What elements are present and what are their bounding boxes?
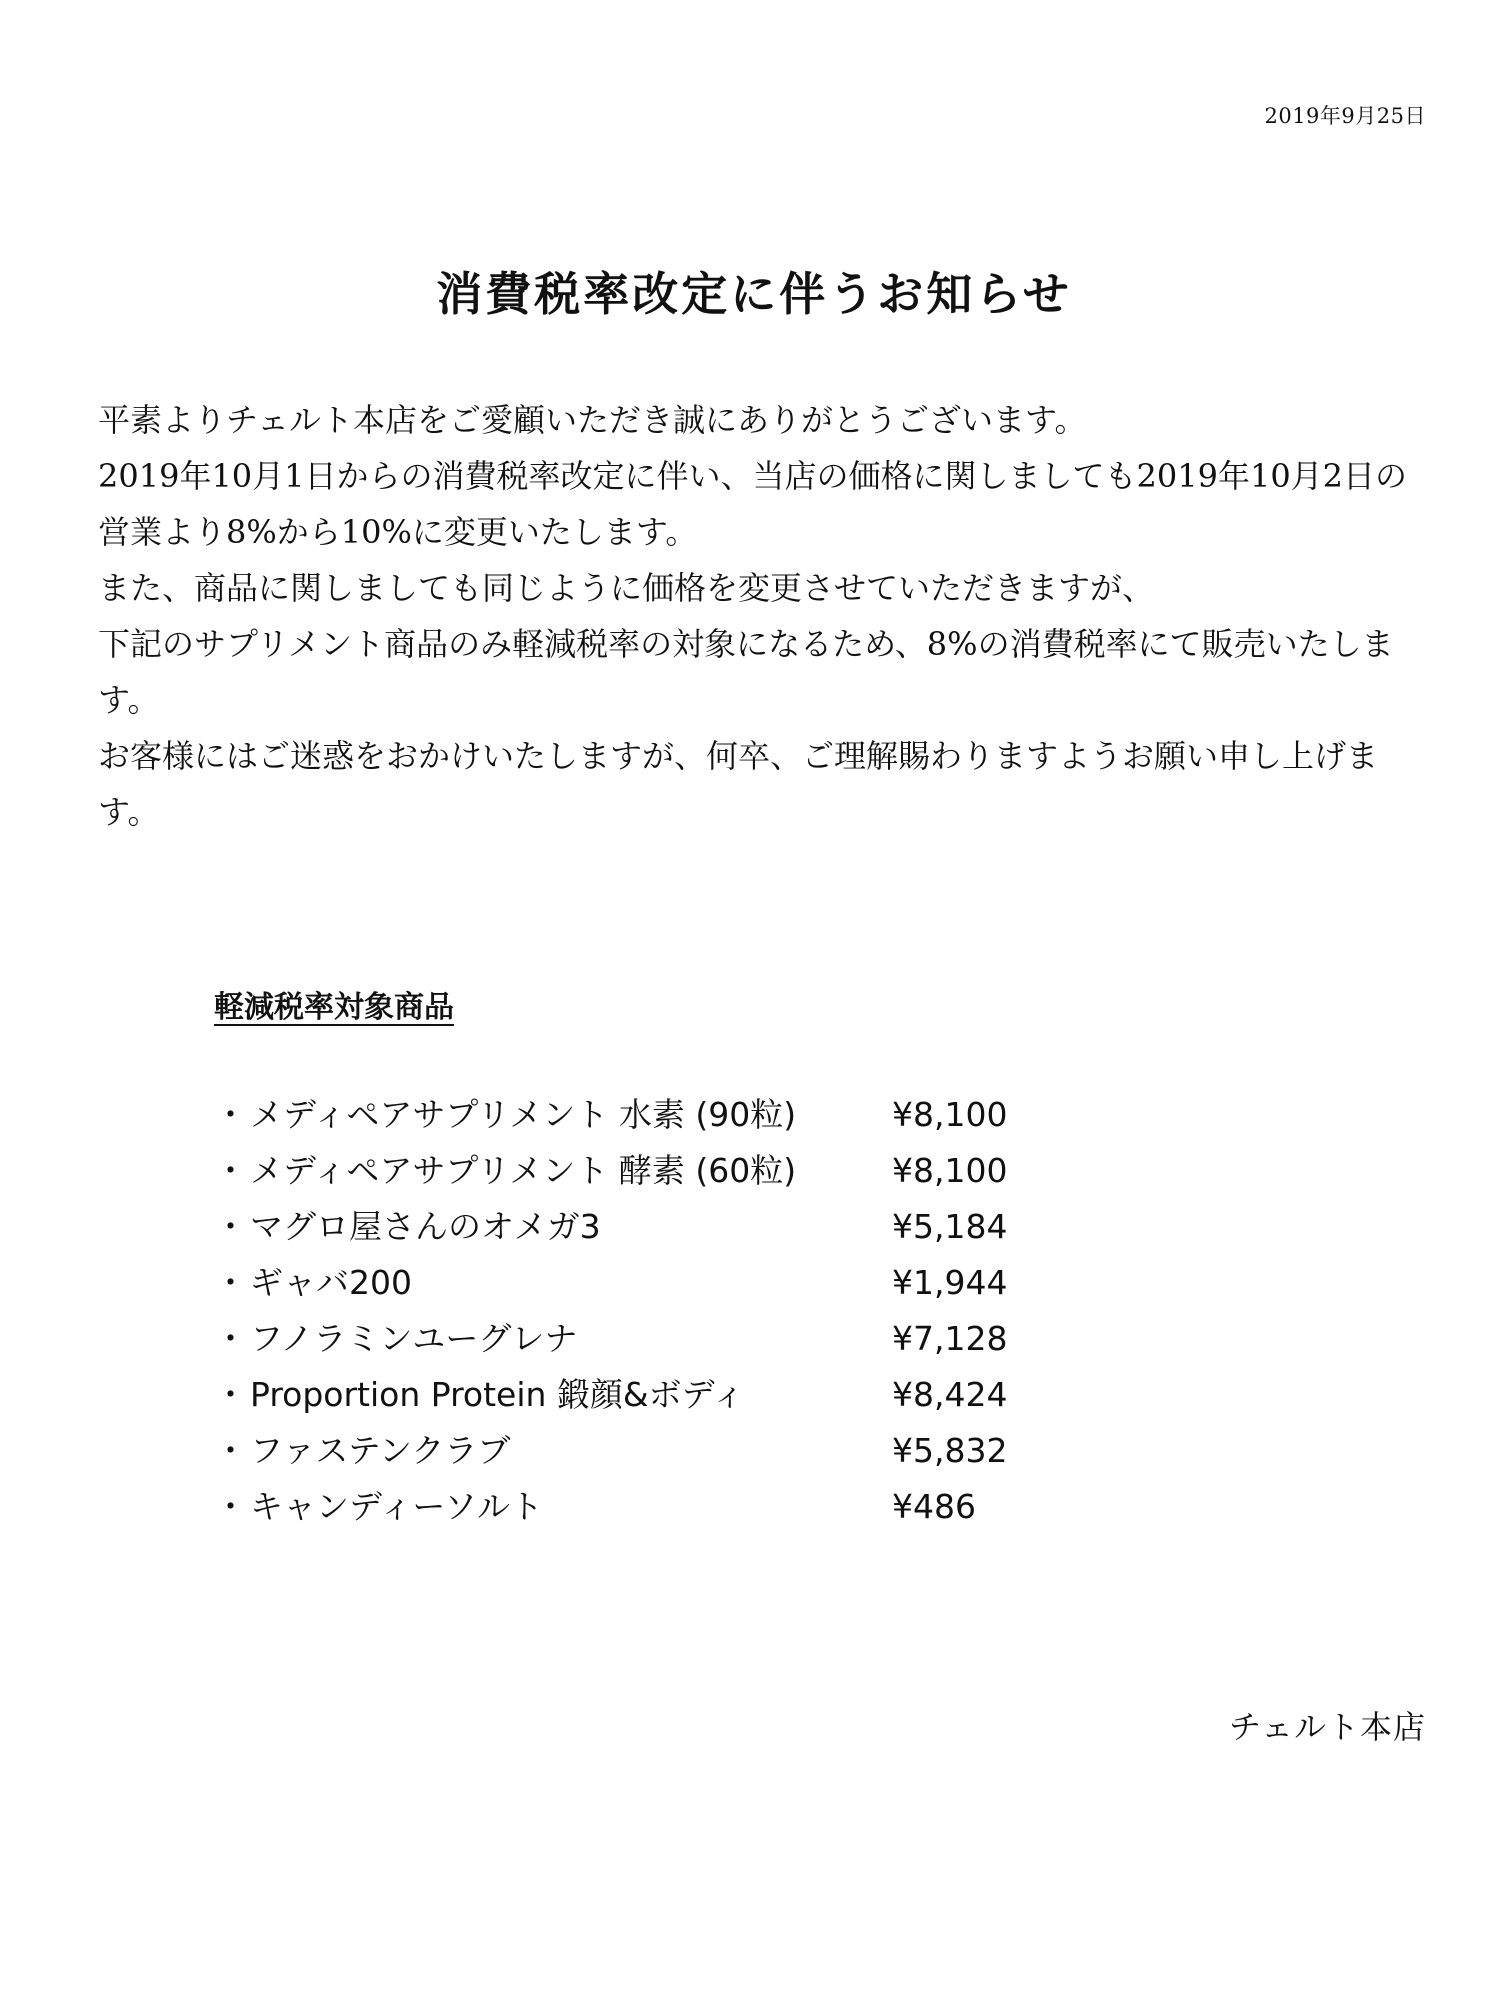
notice-date: 2019年9月25日 <box>1264 104 1426 128</box>
list-item <box>214 1479 1054 1535</box>
bullet-mark: ・ <box>214 1431 247 1470</box>
list-item <box>214 1311 1054 1367</box>
product-price: ¥8,100 <box>892 1151 1008 1190</box>
product-name: Proportion Protein 鍛顔&ボディ <box>250 1375 746 1414</box>
body-paragraph-products-price: また、商品に関しましても同じように価格を変更させていただきますが、 <box>98 569 1155 607</box>
body-paragraph-apology: お客様にはご迷惑をおかけいたしますが、何卒、ご理解賜わりますようお願い申し上げます。 <box>98 737 1379 831</box>
product-price: ¥8,424 <box>892 1375 1008 1414</box>
list-item <box>214 1367 1054 1423</box>
list-item <box>214 1143 1054 1199</box>
list-item <box>214 1255 1054 1311</box>
body-paragraph-rate-change: 2019年10月1日からの消費税率改定に伴い、当店の価格に関しましても2019年10月2日の営業より8%から10%に変更いたします。 <box>98 457 1408 551</box>
bullet-mark: ・ <box>214 1319 247 1358</box>
reduced-tax-products-heading: 軽減税率対象商品 <box>214 990 454 1025</box>
product-price: ¥8,100 <box>892 1095 1008 1134</box>
product-name: メディペアサプリメント 酵素 (60粒) <box>250 1151 797 1190</box>
product-name: キャンディーソルト <box>250 1487 544 1526</box>
body-paragraph-reduced-rate: 下記のサプリメント商品のみ軽減税率の対象になるため、8%の消費税率にて販売いたします。 <box>98 625 1394 719</box>
bullet-mark: ・ <box>214 1095 247 1134</box>
bullet-mark: ・ <box>214 1207 247 1246</box>
bullet-mark: ・ <box>214 1375 247 1414</box>
product-name: ギャバ200 <box>250 1263 412 1302</box>
bullet-mark: ・ <box>214 1151 247 1190</box>
product-price: ¥1,944 <box>892 1263 1008 1302</box>
product-price: ¥5,832 <box>892 1431 1008 1470</box>
list-item <box>214 1199 1054 1255</box>
list-item <box>214 1423 1054 1479</box>
product-price: ¥7,128 <box>892 1319 1008 1358</box>
notice-title: 消費税率改定に伴うお知らせ <box>436 267 1072 321</box>
product-list <box>214 1087 1054 1535</box>
bullet-mark: ・ <box>214 1263 247 1302</box>
store-signature: チェルト本店 <box>1228 1708 1426 1746</box>
product-name: ファステンクラブ <box>250 1431 511 1470</box>
bullet-mark: ・ <box>214 1487 247 1526</box>
list-item <box>214 1087 1054 1143</box>
notice-body <box>98 392 1438 840</box>
product-name: メディペアサプリメント 水素 (90粒) <box>250 1095 797 1134</box>
product-price: ¥5,184 <box>892 1207 1008 1246</box>
product-price: ¥486 <box>892 1487 976 1526</box>
product-name: フノラミンユーグレナ <box>250 1319 578 1358</box>
body-paragraph-greeting: 平素よりチェルト本店をご愛顧いただき誠にありがとうございます。 <box>98 401 1087 439</box>
product-name: マグロ屋さんのオメガ3 <box>250 1207 601 1246</box>
